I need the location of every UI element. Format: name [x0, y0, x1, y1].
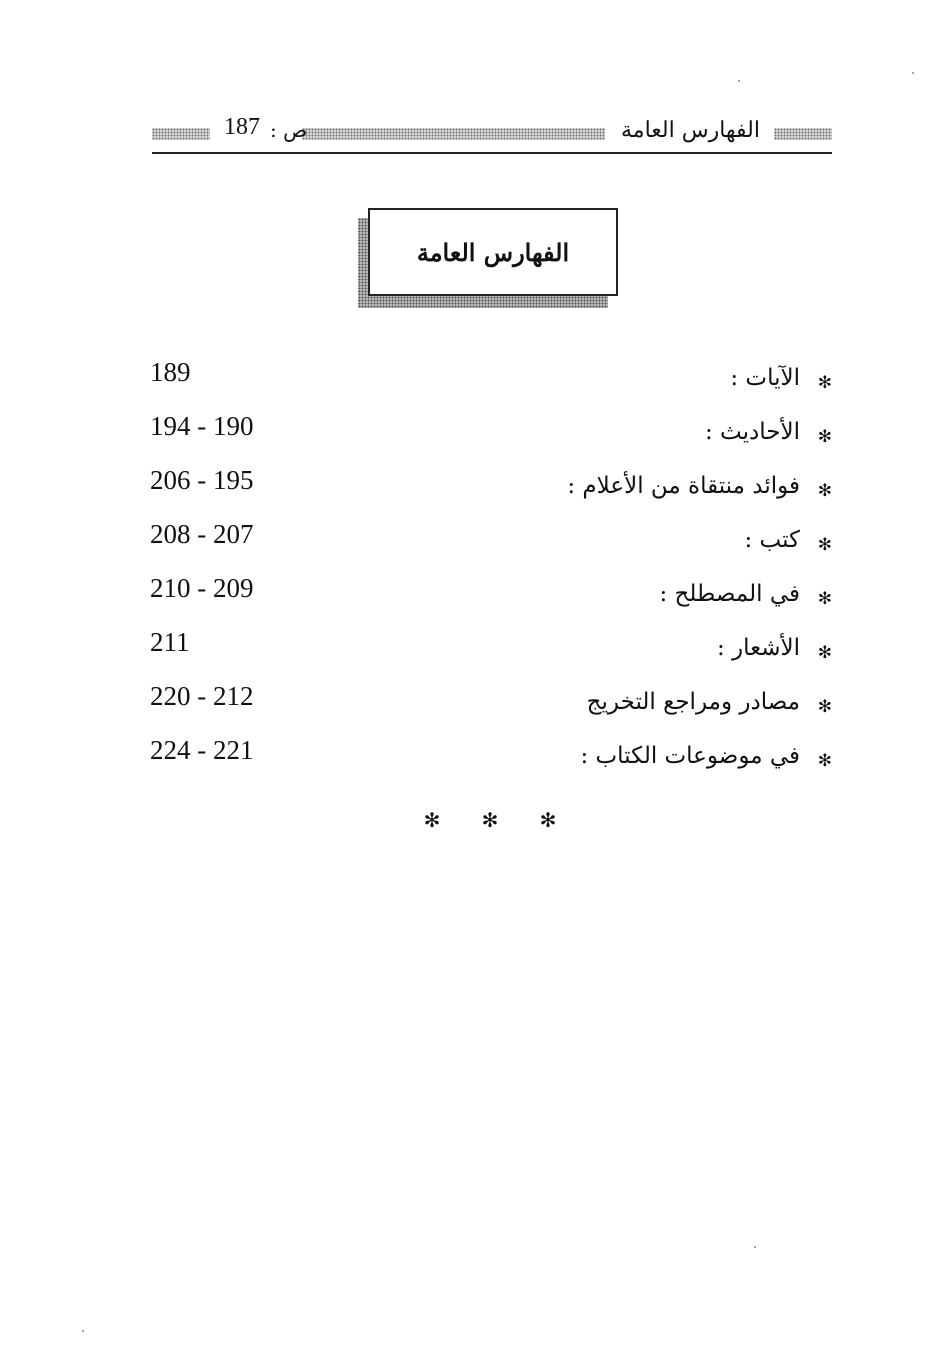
index-entry-label: مصادر ومراجع التخريج — [586, 689, 800, 715]
index-entry — [148, 679, 834, 733]
star-bullet-icon: ✻ — [817, 481, 832, 501]
title-box-shadow-bottom — [358, 296, 608, 308]
index-entry-pages: 211 — [150, 627, 190, 657]
index-entry-label: كتب : — [744, 527, 800, 553]
index-entry-pages: 189 — [150, 357, 191, 387]
index-entry — [148, 625, 834, 679]
star-bullet-icon: ✻ — [817, 535, 832, 555]
index-entry-label: في المصطلح : — [659, 581, 800, 607]
header-page-number: 187 — [224, 114, 260, 140]
header-title: الفهارس العامة — [621, 118, 760, 143]
section-title-frame — [368, 208, 618, 296]
end-ornament — [420, 808, 560, 832]
index-entry — [148, 355, 834, 409]
header-dither-left — [152, 128, 210, 140]
star-bullet-icon: ✻ — [817, 589, 832, 609]
star-ornament-icon: ✻ — [539, 808, 557, 832]
scan-speck — [82, 1330, 84, 1332]
index-entry-pages: 206 - 195 — [150, 465, 254, 495]
star-bullet-icon: ✻ — [817, 643, 832, 663]
index-list — [148, 355, 834, 787]
index-entry-pages: 210 - 209 — [150, 573, 254, 603]
index-entry — [148, 517, 834, 571]
index-entry-pages: 224 - 221 — [150, 735, 254, 765]
index-entry-pages: 194 - 190 — [150, 411, 254, 441]
star-bullet-icon: ✻ — [817, 751, 832, 771]
index-entry-label: الأحاديث : — [704, 419, 800, 445]
header-dither-middle — [302, 128, 605, 140]
scan-speck — [912, 72, 914, 74]
section-title: الفهارس العامة — [416, 237, 570, 267]
scan-speck — [738, 80, 740, 82]
star-bullet-icon: ✻ — [817, 373, 832, 393]
index-entry — [148, 571, 834, 625]
index-entry-label: فوائد منتقاة من الأعلام : — [567, 473, 800, 499]
index-entry-pages: 220 - 212 — [150, 681, 254, 711]
scan-speck — [754, 1246, 756, 1248]
running-header — [152, 112, 832, 154]
index-entry — [148, 409, 834, 463]
header-page-label: ص : — [270, 118, 308, 142]
index-entry-label: في موضوعات الكتاب : — [580, 743, 800, 769]
star-ornament-icon: ✻ — [423, 808, 441, 832]
section-title-box — [358, 208, 620, 308]
index-entry — [148, 733, 834, 787]
header-dither-right — [774, 128, 832, 140]
index-entry — [148, 463, 834, 517]
star-bullet-icon: ✻ — [817, 427, 832, 447]
index-entry-pages: 208 - 207 — [150, 519, 254, 549]
star-bullet-icon: ✻ — [817, 697, 832, 717]
index-entry-label: الآيات : — [730, 365, 800, 391]
star-ornament-icon: ✻ — [481, 808, 499, 832]
index-entry-label: الأشعار : — [716, 635, 800, 661]
